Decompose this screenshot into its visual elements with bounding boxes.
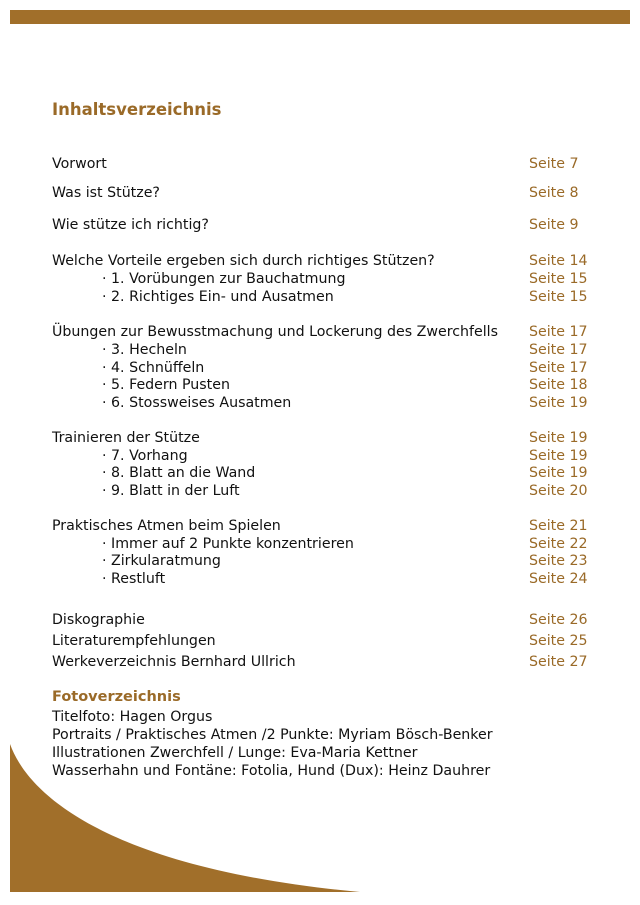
toc-entry-title: · 7. Vorhang [102, 448, 188, 464]
toc-heading: Inhaltsverzeichnis [52, 100, 222, 119]
toc-entry-title: · 4. Schnüffeln [102, 360, 205, 376]
toc-entry-page: Seite 23 [529, 553, 588, 569]
toc-entry-title: Übungen zur Bewusstmachung und Lockerung des Zwerchfells [52, 324, 499, 340]
toc-entry [52, 429, 612, 447]
toc-entry-page: Seite 8 [529, 185, 579, 201]
toc-entry-page: Seite 17 [529, 360, 588, 376]
toc-subentry [52, 270, 612, 288]
toc-entry [52, 252, 612, 270]
toc-subentry [52, 570, 612, 588]
toc-entry-page: Seite 20 [529, 483, 588, 499]
toc-subentry [52, 482, 612, 500]
toc-entry-title: Werkeverzeichnis Bernhard Ullrich [52, 654, 296, 670]
toc-entry-title: Literaturempfehlungen [52, 633, 216, 649]
toc-entry [52, 184, 612, 202]
toc-entry-page: Seite 19 [529, 465, 588, 481]
toc-entry-title: · 1. Vorübungen zur Bauchatmung [102, 271, 346, 287]
toc-entry-page: Seite 9 [529, 217, 579, 233]
toc-entry-page: Seite 7 [529, 156, 579, 172]
toc-entry-title: · 6. Stossweises Ausatmen [102, 395, 292, 411]
toc-entry-page: Seite 17 [529, 342, 588, 358]
toc-entry [52, 155, 612, 173]
toc-subentry [52, 447, 612, 465]
toc-entry-title: Vorwort [52, 156, 107, 172]
top-decorative-bar [10, 10, 630, 24]
toc-subentry [52, 394, 612, 412]
toc-entry-page: Seite 17 [529, 324, 588, 340]
photo-credit-line: Wasserhahn und Fontäne: Fotolia, Hund (Dux): Heinz Dauhrer [52, 763, 491, 779]
photo-credit-line: Illustrationen Zwerchfell / Lunge: Eva-Maria Kettner [52, 745, 418, 761]
toc-entry [52, 653, 612, 671]
toc-entry [52, 323, 612, 341]
toc-subentry [52, 288, 612, 306]
toc-entry-page: Seite 19 [529, 448, 588, 464]
toc-entry-title: · Immer auf 2 Punkte konzentrieren [102, 536, 354, 552]
toc-entry [52, 216, 612, 234]
toc-subentry [52, 552, 612, 570]
toc-entry [52, 611, 612, 629]
toc-entry-page: Seite 26 [529, 612, 588, 628]
toc-entry-title: Wie stütze ich richtig? [52, 217, 209, 233]
toc-entry-page: Seite 19 [529, 395, 588, 411]
toc-entry-title: Praktisches Atmen beim Spielen [52, 518, 281, 534]
photo-credit-line: Titelfoto: Hagen Orgus [52, 709, 213, 725]
toc-subentry [52, 359, 612, 377]
toc-entry-title: · 2. Richtiges Ein- und Ausatmen [102, 289, 334, 305]
toc-subentry [52, 376, 612, 394]
toc-entry-title: · 3. Hecheln [102, 342, 187, 358]
toc-entry-page: Seite 22 [529, 536, 588, 552]
toc-subentry [52, 341, 612, 359]
toc-entry-title: Trainieren der Stütze [52, 430, 200, 446]
toc-entry-page: Seite 21 [529, 518, 588, 534]
toc-subentry [52, 535, 612, 553]
toc-entry-page: Seite 25 [529, 633, 588, 649]
toc-entry-page: Seite 15 [529, 271, 588, 287]
toc-entry-title: Diskographie [52, 612, 145, 628]
toc-entry-page: Seite 19 [529, 430, 588, 446]
toc-entry-page: Seite 14 [529, 253, 588, 269]
toc-subentry [52, 464, 612, 482]
photo-credit-line: Portraits / Praktisches Atmen /2 Punkte: Myriam Bösch-Benker [52, 727, 493, 743]
toc-entry-title: Welche Vorteile ergeben sich durch richtiges Stützen? [52, 253, 435, 269]
toc-entry-title: · Restluft [102, 571, 166, 587]
toc-entry-page: Seite 24 [529, 571, 588, 587]
toc-entry-page: Seite 18 [529, 377, 588, 393]
toc-entry [52, 632, 612, 650]
toc-entry-page: Seite 27 [529, 654, 588, 670]
toc-entry [52, 517, 612, 535]
toc-entry-title: Was ist Stütze? [52, 185, 160, 201]
toc-entry-page: Seite 15 [529, 289, 588, 305]
toc-entry-title: · 9. Blatt in der Luft [102, 483, 240, 499]
toc-entry-title: · Zirkularatmung [102, 553, 221, 569]
toc-entry-title: · 5. Federn Pusten [102, 377, 230, 393]
toc-entry-title: · 8. Blatt an die Wand [102, 465, 256, 481]
photo-credits-heading: Fotoverzeichnis [52, 689, 181, 705]
